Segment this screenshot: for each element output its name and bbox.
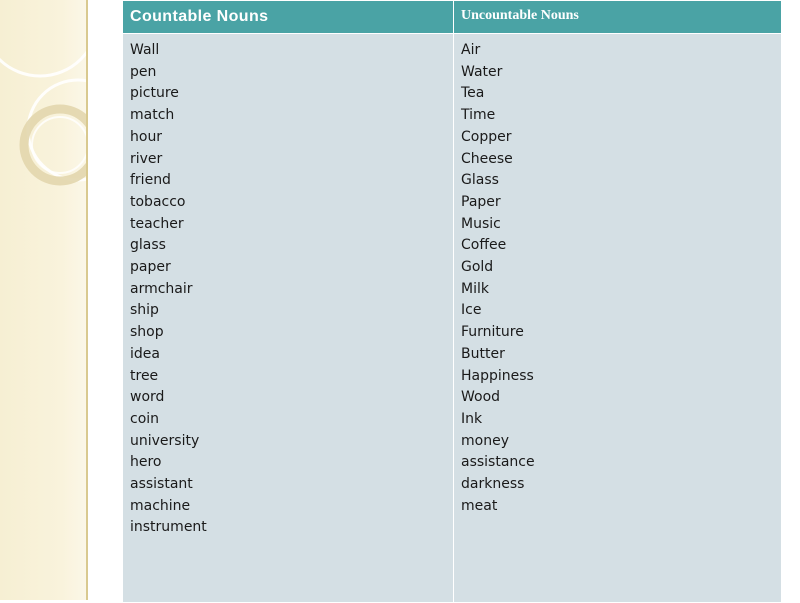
- countable-noun-item: ship: [130, 302, 159, 319]
- uncountable-noun-item: Air: [461, 42, 481, 58]
- nouns-table: [122, 0, 782, 603]
- countable-noun-item: tobacco: [130, 193, 186, 210]
- table-header-row: [123, 1, 782, 34]
- countable-noun-item: hero: [130, 454, 162, 471]
- uncountable-noun-item: darkness: [461, 476, 525, 493]
- countable-noun-item: instrument: [130, 519, 207, 536]
- uncountable-noun-item: Tea: [461, 85, 485, 102]
- uncountable-noun-item: Ice: [461, 302, 482, 319]
- uncountable-noun-item: Happiness: [461, 367, 534, 384]
- uncountable-noun-item: Gold: [461, 259, 494, 276]
- header-countable-nouns: Countable Nouns: [123, 1, 454, 34]
- countable-noun-item: match: [130, 107, 175, 124]
- uncountable-noun-item: Butter: [461, 345, 505, 362]
- uncountable-noun-item: money: [461, 432, 509, 449]
- countable-noun-item: glass: [130, 237, 166, 254]
- decorative-side-panel: [0, 0, 88, 600]
- countable-noun-item: teacher: [130, 215, 184, 232]
- countable-noun-item: shop: [130, 324, 164, 341]
- countable-noun-item: university: [130, 432, 200, 449]
- countable-noun-item: armchair: [130, 280, 193, 297]
- uncountable-noun-item: Milk: [461, 280, 489, 297]
- countable-noun-item: idea: [130, 345, 160, 362]
- countable-noun-item: assistant: [130, 476, 193, 493]
- countable-noun-item: Wall: [130, 42, 160, 58]
- uncountable-noun-item: Time: [461, 107, 496, 124]
- side-panel-edge: [86, 0, 88, 600]
- nouns-table-container: [122, 0, 782, 600]
- decorative-circles: [0, 0, 88, 600]
- uncountable-noun-item: Water: [461, 63, 503, 80]
- countable-noun-item: picture: [130, 85, 179, 102]
- uncountable-nouns-list: [461, 40, 774, 517]
- uncountable-noun-item: Cheese: [461, 150, 513, 167]
- uncountable-noun-item: Glass: [461, 172, 499, 189]
- uncountable-noun-item: Coffee: [461, 237, 507, 254]
- countable-noun-item: pen: [130, 63, 157, 80]
- countable-noun-item: machine: [130, 497, 191, 514]
- uncountable-nouns-cell: [454, 34, 782, 603]
- uncountable-noun-item: Furniture: [461, 324, 524, 341]
- countable-noun-item: hour: [130, 128, 163, 145]
- countable-noun-item: friend: [130, 172, 171, 189]
- countable-noun-item: word: [130, 389, 165, 406]
- countable-noun-item: coin: [130, 410, 160, 427]
- countable-noun-item: tree: [130, 367, 159, 384]
- table-row: [123, 34, 782, 603]
- uncountable-noun-item: Paper: [461, 193, 501, 210]
- uncountable-noun-item: Copper: [461, 128, 512, 145]
- uncountable-noun-item: Ink: [461, 410, 483, 427]
- uncountable-noun-item: assistance: [461, 454, 535, 471]
- uncountable-noun-item: Music: [461, 215, 501, 232]
- countable-noun-item: river: [130, 150, 163, 167]
- uncountable-noun-item: Wood: [461, 389, 501, 406]
- header-uncountable-nouns: Uncountable Nouns: [454, 1, 782, 34]
- countable-nouns-list: [130, 40, 446, 539]
- countable-nouns-cell: [123, 34, 454, 603]
- uncountable-noun-item: meat: [461, 497, 498, 514]
- countable-noun-item: paper: [130, 259, 171, 276]
